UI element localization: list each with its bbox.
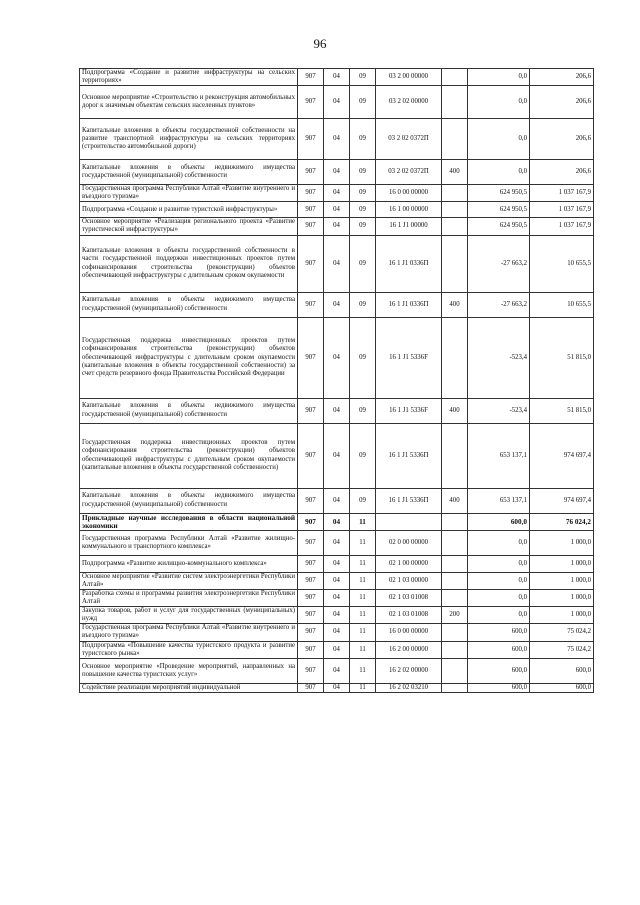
expense-type-code [442, 530, 468, 555]
target-article-code: 16 2 02 00000 [376, 658, 442, 683]
amount-total: 51 815,0 [530, 317, 594, 398]
amount-change: 0,0 [468, 119, 530, 160]
amount-change: 0,0 [468, 86, 530, 119]
row-description: Капитальные вложения в объекты недвижимого имущества государственной (муниципальной) собственности [80, 488, 298, 513]
subsection-code: 09 [350, 160, 376, 185]
ministry-code: 907 [298, 513, 324, 530]
amount-total: 51 815,0 [530, 398, 594, 423]
expense-type-code [442, 185, 468, 202]
target-article-code: 03 2 02 0372П [376, 119, 442, 160]
row-description: Государственная программа Республики Алтай «Развитие внутреннего и въездного туризма» [80, 185, 298, 202]
amount-total: 974 697,4 [530, 423, 594, 488]
section-code: 04 [324, 218, 350, 235]
amount-change: 0,0 [468, 530, 530, 555]
subsection-code: 09 [350, 202, 376, 218]
amount-total: 974 697,4 [530, 488, 594, 513]
ministry-code: 907 [298, 86, 324, 119]
ministry-code: 907 [298, 589, 324, 606]
subsection-code: 09 [350, 119, 376, 160]
target-article-code: 16 0 00 00000 [376, 185, 442, 202]
table-row [80, 69, 594, 86]
amount-total: 1 000,0 [530, 555, 594, 572]
amount-change: 624 950,5 [468, 202, 530, 218]
amount-total: 1 037 167,9 [530, 202, 594, 218]
ministry-code: 907 [298, 423, 324, 488]
subsection-code: 09 [350, 235, 376, 292]
expense-type-code [442, 683, 468, 692]
amount-total: 1 037 167,9 [530, 185, 594, 202]
subsection-code: 11 [350, 683, 376, 692]
table-row [80, 218, 594, 235]
row-description: Основное мероприятие «Развитие систем электроэнергетики Республики Алтай» [80, 572, 298, 589]
table-row [80, 683, 594, 692]
ministry-code: 907 [298, 69, 324, 86]
expense-type-code: 400 [442, 398, 468, 423]
target-article-code: 03 2 00 00000 [376, 69, 442, 86]
amount-total: 206,6 [530, 160, 594, 185]
ministry-code: 907 [298, 160, 324, 185]
section-code: 04 [324, 398, 350, 423]
row-description: Подпрограмма «Создание и развитие инфраструктуры на сельских территориях» [80, 69, 298, 86]
ministry-code: 907 [298, 641, 324, 658]
table-row [80, 119, 594, 160]
subsection-code: 11 [350, 530, 376, 555]
table-row [80, 607, 594, 624]
subsection-code: 11 [350, 641, 376, 658]
target-article-code: 02 0 00 00000 [376, 530, 442, 555]
amount-change: 600,0 [468, 658, 530, 683]
amount-total: 600,0 [530, 658, 594, 683]
row-description: Основное мероприятие «Реализация регионального проекта «Развитие туристической инфраструктуры» [80, 218, 298, 235]
ministry-code: 907 [298, 119, 324, 160]
amount-total: 600,0 [530, 683, 594, 692]
amount-change: 653 137,1 [468, 488, 530, 513]
ministry-code: 907 [298, 488, 324, 513]
ministry-code: 907 [298, 572, 324, 589]
section-code: 04 [324, 683, 350, 692]
ministry-code: 907 [298, 658, 324, 683]
table-row [80, 624, 594, 641]
subsection-code: 11 [350, 513, 376, 530]
subsection-code: 11 [350, 658, 376, 683]
amount-change: 653 137,1 [468, 423, 530, 488]
target-article-code: 16 0 00 00000 [376, 624, 442, 641]
amount-change: 0,0 [468, 160, 530, 185]
table-row [80, 235, 594, 292]
row-description: Подпрограмма «Развитие жилищно-коммунального комплекса» [80, 555, 298, 572]
row-description: Прикладные научные исследования в области национальной экономики [80, 513, 298, 530]
amount-change: -27 663,2 [468, 292, 530, 317]
target-article-code: 16 1 J1 5336F [376, 398, 442, 423]
table-row [80, 555, 594, 572]
section-code: 04 [324, 589, 350, 606]
amount-change: 600,0 [468, 683, 530, 692]
section-code: 04 [324, 185, 350, 202]
expense-type-code [442, 317, 468, 398]
section-code: 04 [324, 607, 350, 624]
table-row [80, 513, 594, 530]
subsection-code: 09 [350, 398, 376, 423]
expense-type-code: 400 [442, 160, 468, 185]
amount-change: -523,4 [468, 398, 530, 423]
amount-change: 600,0 [468, 624, 530, 641]
target-article-code: 02 1 03 00000 [376, 572, 442, 589]
amount-change: 0,0 [468, 69, 530, 86]
section-code: 04 [324, 555, 350, 572]
expense-type-code [442, 235, 468, 292]
table-row [80, 572, 594, 589]
row-description: Содействие реализации мероприятий индивидуальной [80, 683, 298, 692]
table-row [80, 398, 594, 423]
ministry-code: 907 [298, 292, 324, 317]
target-article-code: 02 1 03 01008 [376, 589, 442, 606]
section-code: 04 [324, 513, 350, 530]
amount-change: 0,0 [468, 607, 530, 624]
section-code: 04 [324, 572, 350, 589]
row-description: Капитальные вложения в объекты недвижимого имущества государственной (муниципальной) собственности [80, 292, 298, 317]
section-code: 04 [324, 160, 350, 185]
target-article-code: 16 1 J1 0336П [376, 235, 442, 292]
section-code: 04 [324, 317, 350, 398]
section-code: 04 [324, 488, 350, 513]
ministry-code: 907 [298, 235, 324, 292]
section-code: 04 [324, 292, 350, 317]
subsection-code: 09 [350, 488, 376, 513]
expense-type-code [442, 589, 468, 606]
row-description: Государственная программа Республики Алтай «Развитие внутреннего и въездного туризма» [80, 624, 298, 641]
amount-change: -523,4 [468, 317, 530, 398]
amount-total: 1 000,0 [530, 572, 594, 589]
expense-type-code [442, 555, 468, 572]
amount-total: 206,6 [530, 119, 594, 160]
amount-total: 76 024,2 [530, 513, 594, 530]
ministry-code: 907 [298, 555, 324, 572]
ministry-code: 907 [298, 185, 324, 202]
table-row [80, 292, 594, 317]
subsection-code: 09 [350, 423, 376, 488]
subsection-code: 09 [350, 292, 376, 317]
amount-change: 0,0 [468, 589, 530, 606]
amount-total: 75 024,2 [530, 641, 594, 658]
ministry-code: 907 [298, 530, 324, 555]
expense-type-code: 200 [442, 607, 468, 624]
section-code: 04 [324, 530, 350, 555]
amount-change: -27 663,2 [468, 235, 530, 292]
table-row [80, 641, 594, 658]
ministry-code: 907 [298, 398, 324, 423]
table-row [80, 185, 594, 202]
subsection-code: 09 [350, 317, 376, 398]
subsection-code: 09 [350, 185, 376, 202]
subsection-code: 09 [350, 69, 376, 86]
target-article-code [376, 513, 442, 530]
table-row [80, 423, 594, 488]
subsection-code: 11 [350, 624, 376, 641]
ministry-code: 907 [298, 683, 324, 692]
subsection-code: 11 [350, 555, 376, 572]
subsection-code: 11 [350, 607, 376, 624]
amount-change: 600,0 [468, 513, 530, 530]
amount-total: 206,6 [530, 69, 594, 86]
row-description: Закупка товаров, работ и услуг для государственных (муниципальных) нужд [80, 607, 298, 624]
row-description: Государственная поддержка инвестиционных проектов путем софинансирования строительства (реконструкции) объектов обеспечивающей инфраструктуры с длительным сроком окупаемости (капитальные вложения в объекты государственной собственности) [80, 423, 298, 488]
ministry-code: 907 [298, 607, 324, 624]
expense-type-code [442, 69, 468, 86]
expense-type-code [442, 513, 468, 530]
row-description: Основное мероприятие «Строительство и реконструкция автомобильных дорог к значимым объектам сельских населенных пунктов» [80, 86, 298, 119]
table-row [80, 202, 594, 218]
amount-total: 1 000,0 [530, 607, 594, 624]
target-article-code: 16 1 J1 00000 [376, 218, 442, 235]
amount-total: 75 024,2 [530, 624, 594, 641]
row-description: Подпрограмма «Повышение качества туристского продукта и развитие туристского рынка» [80, 641, 298, 658]
subsection-code: 09 [350, 86, 376, 119]
target-article-code: 02 1 03 01008 [376, 607, 442, 624]
expense-type-code [442, 572, 468, 589]
table-row [80, 658, 594, 683]
table-row [80, 530, 594, 555]
row-description: Государственная программа Республики Алтай «Развитие жилищно-коммунального и транспортного комплекса» [80, 530, 298, 555]
section-code: 04 [324, 202, 350, 218]
amount-change: 624 950,5 [468, 185, 530, 202]
amount-change: 600,0 [468, 641, 530, 658]
table-row [80, 488, 594, 513]
target-article-code: 16 1 J1 5336F [376, 317, 442, 398]
table-row [80, 86, 594, 119]
section-code: 04 [324, 69, 350, 86]
amount-total: 10 655,5 [530, 235, 594, 292]
expense-type-code: 400 [442, 292, 468, 317]
page-number: 96 [313, 36, 327, 51]
row-description: Капитальные вложения в объекты недвижимого имущества государственной (муниципальной) собственности [80, 398, 298, 423]
section-code: 04 [324, 641, 350, 658]
target-article-code: 03 2 02 0372П [376, 160, 442, 185]
table-body [80, 69, 594, 693]
amount-total: 1 000,0 [530, 530, 594, 555]
table-row [80, 160, 594, 185]
target-article-code: 03 2 02 00000 [376, 86, 442, 119]
expense-type-code [442, 624, 468, 641]
subsection-code: 11 [350, 589, 376, 606]
target-article-code: 16 2 00 00000 [376, 641, 442, 658]
target-article-code: 16 2 02 03210 [376, 683, 442, 692]
target-article-code: 16 1 J1 0336П [376, 292, 442, 317]
expense-type-code [442, 119, 468, 160]
row-description: Капитальные вложения в объекты недвижимого имущества государственной (муниципальной) собственности [80, 160, 298, 185]
section-code: 04 [324, 235, 350, 292]
budget-table [79, 68, 594, 693]
ministry-code: 907 [298, 317, 324, 398]
expense-type-code [442, 641, 468, 658]
expense-type-code [442, 423, 468, 488]
amount-total: 10 655,5 [530, 292, 594, 317]
section-code: 04 [324, 86, 350, 119]
subsection-code: 11 [350, 572, 376, 589]
ministry-code: 907 [298, 218, 324, 235]
target-article-code: 16 1 J1 5336П [376, 488, 442, 513]
expense-type-code [442, 86, 468, 119]
subsection-code: 09 [350, 218, 376, 235]
row-description: Разработка схемы и программы развития электроэнергетики Республики Алтай [80, 589, 298, 606]
target-article-code: 02 1 00 00000 [376, 555, 442, 572]
table-row [80, 317, 594, 398]
row-description: Капитальные вложения в объекты государственной собственности на развитие транспортной инфраструктуры на сельских территориях (строительство автомобильной дороги) [80, 119, 298, 160]
target-article-code: 16 1 J1 5336П [376, 423, 442, 488]
expense-type-code: 400 [442, 488, 468, 513]
amount-change: 0,0 [468, 555, 530, 572]
row-description: Капитальные вложения в объекты государственной собственности в части государственной поддержки инвестиционных проектов путем софинансирования строительства (реконструкции) объектов обеспечивающей инфраструктуры с длительным сроком окупаемости [80, 235, 298, 292]
amount-total: 206,6 [530, 86, 594, 119]
ministry-code: 907 [298, 624, 324, 641]
section-code: 04 [324, 658, 350, 683]
section-code: 04 [324, 119, 350, 160]
expense-type-code [442, 218, 468, 235]
row-description: Основное мероприятие «Проведение мероприятий, направленных на повышение качества туристских услуг» [80, 658, 298, 683]
expense-type-code [442, 202, 468, 218]
table-row [80, 589, 594, 606]
amount-total: 1 000,0 [530, 589, 594, 606]
ministry-code: 907 [298, 202, 324, 218]
row-description: Государственная поддержка инвестиционных проектов путем софинансирования строительства (реконструкции) объектов обеспечивающей инфраструктуры с длительным сроком окупаемости (капитальные вложения в объекты государственной собственности) за счет средств резервного фонда Правительства Российской Федерации [80, 317, 298, 398]
amount-total: 1 037 167,9 [530, 218, 594, 235]
section-code: 04 [324, 423, 350, 488]
target-article-code: 16 1 00 00000 [376, 202, 442, 218]
section-code: 04 [324, 624, 350, 641]
amount-change: 0,0 [468, 572, 530, 589]
expense-type-code [442, 658, 468, 683]
amount-change: 624 950,5 [468, 218, 530, 235]
row-description: Подпрограмма «Создание и развитие туристской инфраструктуры» [80, 202, 298, 218]
